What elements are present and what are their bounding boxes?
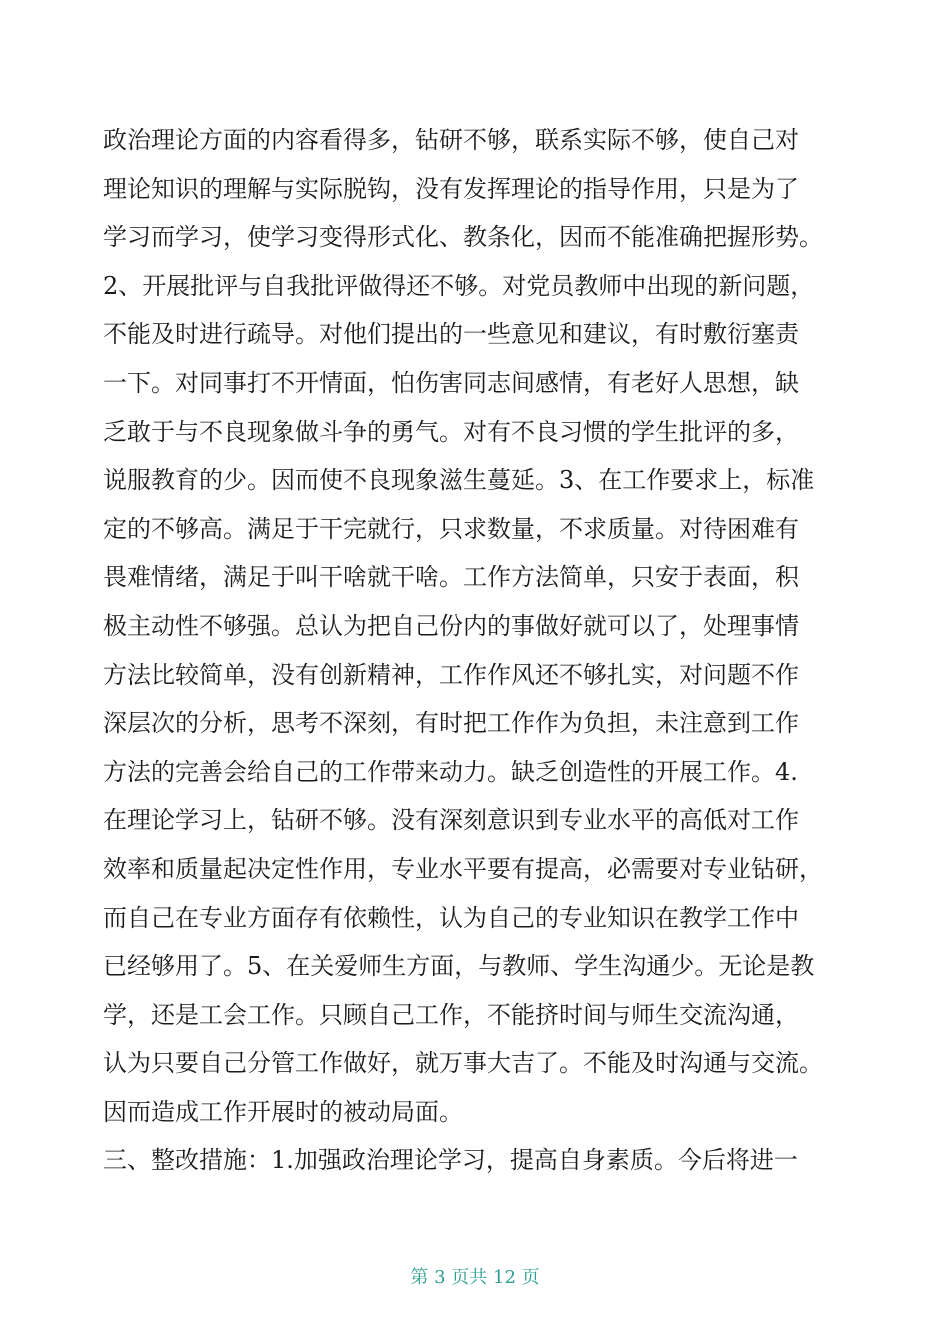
- page-footer: 第 3 页共 12 页: [410, 1267, 540, 1288]
- text-line: 方法的完善会给自己的工作带来动力。缺乏创造性的开展工作。4.: [103, 757, 798, 786]
- text-line: 效率和质量起决定性作用，专业水平要有提高，必需要对专业钻研，: [103, 854, 823, 883]
- text-line: 深层次的分析，思考不深刻，有时把工作作为负担，未注意到工作: [103, 709, 799, 738]
- text-line: 畏难情绪，满足于叫干啥就干啥。工作方法简单，只安于表面，积: [103, 563, 799, 592]
- text-line: 三、整改措施：1.加强政治理论学习，提高自身素质。今后将进一: [103, 1146, 798, 1175]
- text-line: 学，还是工会工作。只顾自己工作，不能挤时间与师生交流沟通，: [103, 1000, 799, 1029]
- text-line: 已经够用了。5、在关爱师生方面，与教师、学生沟通少。无论是教: [103, 952, 815, 981]
- text-line: 而自己在专业方面存有依赖性，认为自己的专业知识在教学工作中: [103, 903, 799, 932]
- text-line: 2、开展批评与自我批评做得还不够。对党员教师中出现的新问题，: [103, 271, 815, 300]
- text-line: 乏敢于与不良现象做斗争的勇气。对有不良习惯的学生批评的多，: [103, 417, 799, 446]
- text-line: 不能及时进行疏导。对他们提出的一些意见和建议，有时敷衍塞责: [103, 320, 799, 349]
- text-line: 因而造成工作开展时的被动局面。: [103, 1097, 463, 1126]
- text-line: 在理论学习上，钻研不够。没有深刻意识到专业水平的高低对工作: [103, 806, 799, 835]
- text-line: 理论知识的理解与实际脱钩，没有发挥理论的指导作用，只是为了: [103, 174, 799, 203]
- text-line: 一下。对同事打不开情面，怕伤害同志间感情，有老好人思想，缺: [103, 368, 799, 397]
- text-line: 说服教育的少。因而使不良现象滋生蔓延。3、在工作要求上，标准: [103, 466, 815, 495]
- text-line: 定的不够高。满足于干完就行，只求数量，不求质量。对待困难有: [103, 514, 799, 543]
- body-text: [103, 116, 843, 1185]
- text-line: 政治理论方面的内容看得多，钻研不够，联系实际不够，使自己对: [103, 126, 799, 154]
- text-line: 极主动性不够强。总认为把自己份内的事做好就可以了，处理事情: [103, 611, 799, 640]
- text-line: 学习而学习，使学习变得形式化、教条化，因而不能准确把握形势。: [103, 223, 823, 252]
- text-line: 方法比较简单，没有创新精神，工作作风还不够扎实，对问题不作: [103, 660, 799, 689]
- text-line: 认为只要自己分管工作做好，就万事大吉了。不能及时沟通与交流。: [103, 1049, 823, 1078]
